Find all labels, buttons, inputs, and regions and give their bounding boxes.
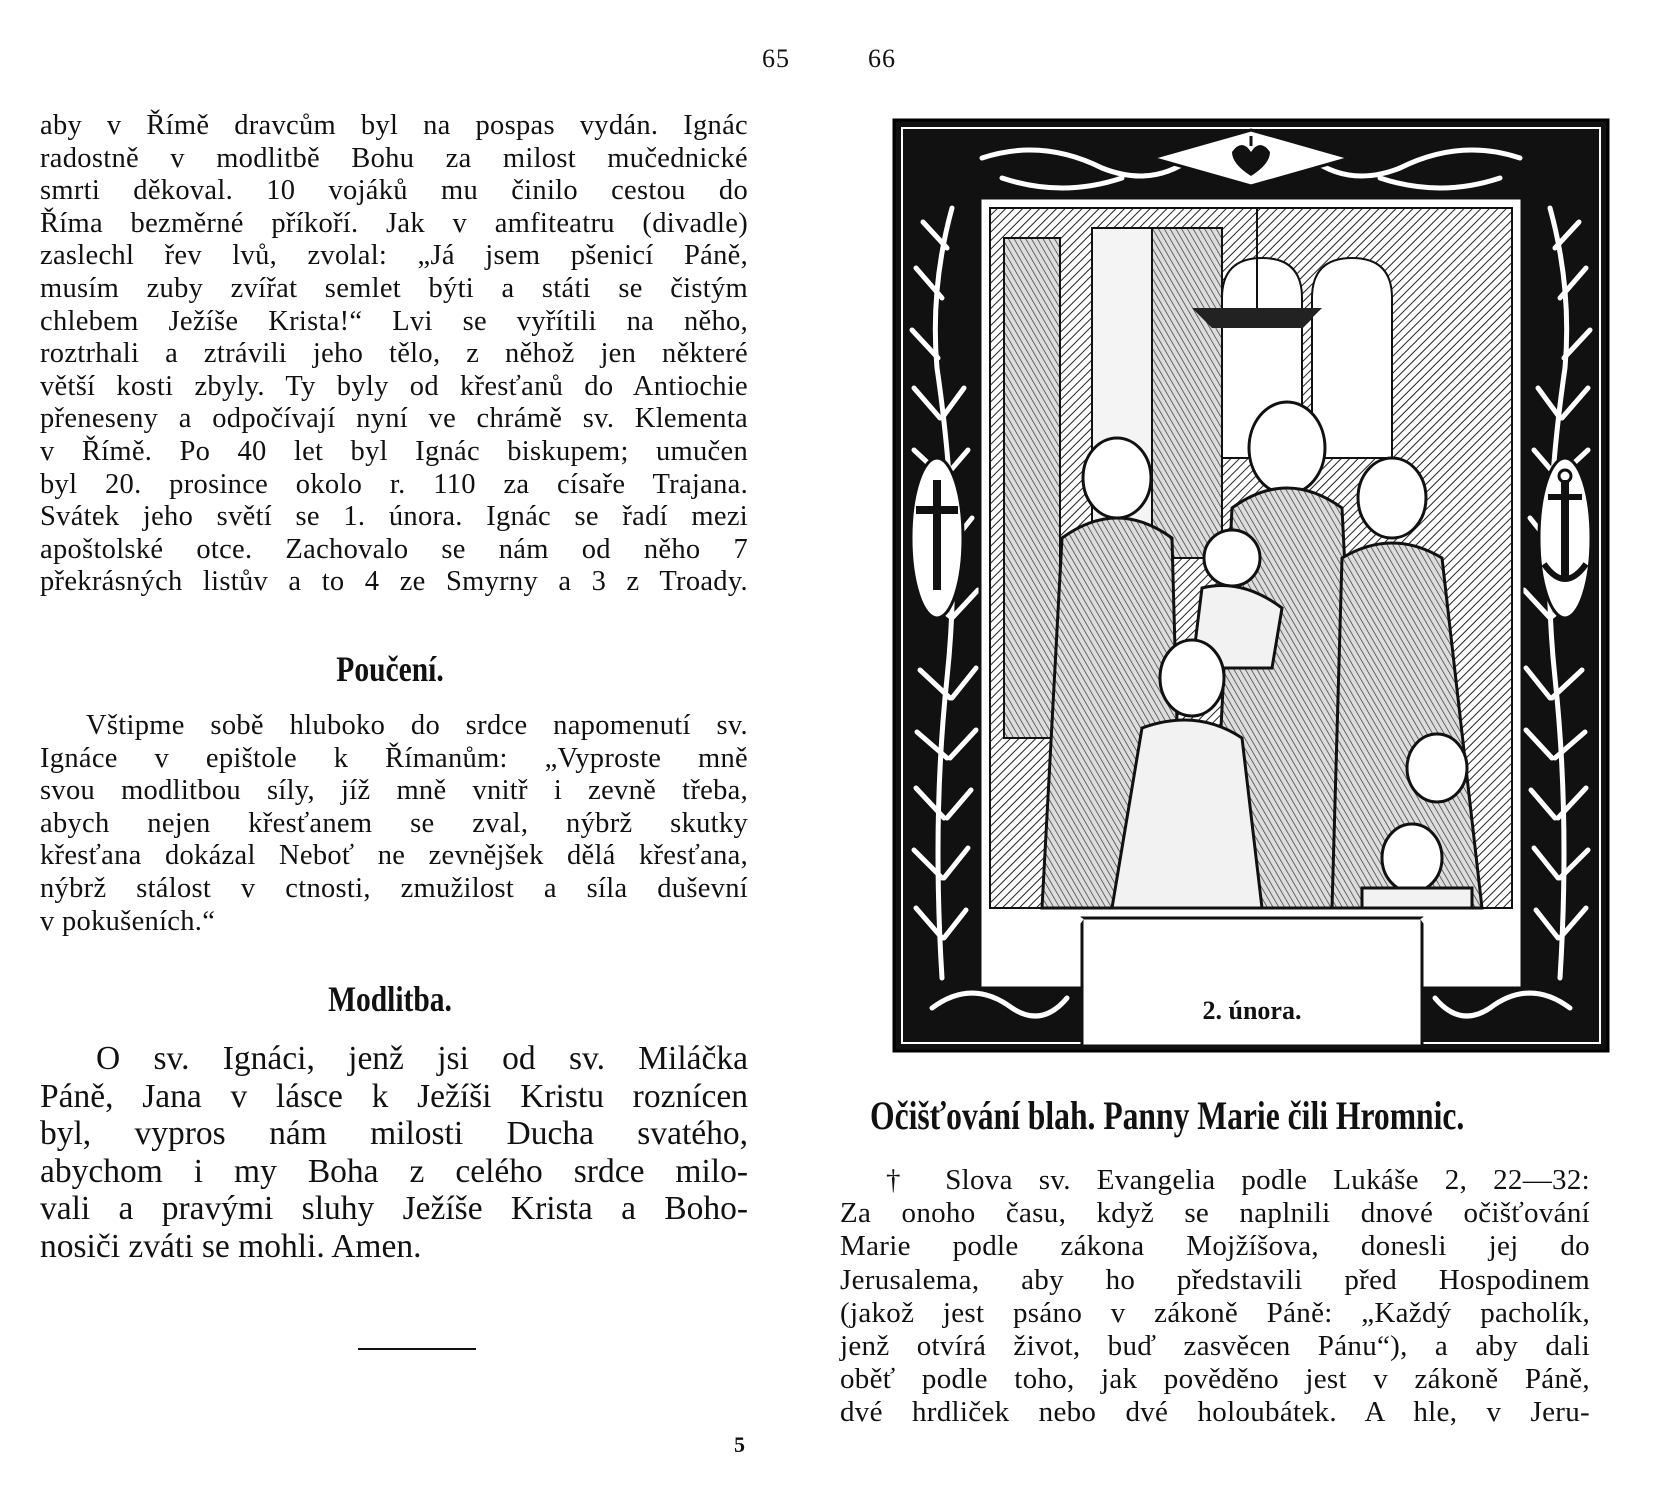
text-line: v pokušeních.“ [40,905,216,937]
text-line: chlebem Ježíše Krista!“ Lvi se vyřítili na něho, [40,305,748,337]
text-line: Marie podle zákona Mojžíšova, donesli jej do [840,1230,1590,1263]
text-line: musím zuby zvířat semlet býti a státi se čistým [40,272,748,304]
body-text-left [40,110,748,599]
signature-mark: 5 [734,1432,745,1457]
feast-title: Očišťování blah. Panny Marie čili Hromnic. [870,1093,1465,1138]
text-line: radostně v modlitbě Bohu za milost mučednické [40,142,748,174]
text-line: smrti děkoval. 10 vojáků mu činilo cestou do [40,175,748,207]
text-line: (jakož jest psáno v zákoně Páně: „Každý pacholík, [840,1296,1590,1329]
text-line: † Slova sv. Evangelia podle Lukáše 2, 22—32: [886,1164,1590,1196]
text-line: Říma bezměrné příkoří. Jak v amfiteatru (divadle) [40,207,748,239]
section-title-modlitba: Modlitba. [328,979,452,1019]
text-line: byl 20. prosince okolo r. 110 za císaře Trajana. [40,468,748,500]
text-line: v Římě. Po 40 let byl Ignác biskupem; umučen [40,435,748,467]
text-line: Páně, Jana v lásce k Ježíši Kristu roznícen [40,1077,748,1115]
text-line: jenž otvírá život, buď zasvěcen Pánu“), a aby dali [840,1330,1590,1363]
text-line: Ignáce v epištole k Římanům: „Vyproste mně [40,742,748,774]
text-line: abych nejen křesťanem se zval, nýbrž skutky [40,807,748,839]
cross-icon [911,458,963,618]
text-line: Za onoho času, když se naplnili dnové očišťování [840,1197,1590,1230]
text-line: roztrhali a ztrávili jeho tělo, z něhož jen některé [40,338,748,370]
ornamental-border-image [892,118,1610,1053]
text-line: apoštolské otce. Zachovalo se nám od něho 7 [40,533,748,565]
text-line: zaslechl řev lvů, zvolal: „Já jsem pšenicí Páně, [40,240,748,272]
pouceni-text [40,710,748,938]
text-line: abychom i my Boha z celého srdce milo- [40,1152,748,1190]
anchor-icon [1539,458,1591,618]
text-line: svou modlitbou síly, jíž mně vnitř i zevně třeba, [40,775,748,807]
figures-group [1042,402,1482,908]
text-line: byl, vypros nám milosti Ducha svatého, [40,1115,748,1152]
text-line: Vštipme sobě hluboko do srdce napomenutí sv. [86,710,748,741]
text-line: nosiči zváti se mohli. Amen. [40,1227,422,1265]
image-caption: 2. února. [1202,996,1302,1025]
page-number-right: 66 [868,44,896,73]
text-line: větší kosti zbyly. Ty byly od křesťanů do Antiochie [40,370,748,402]
section-title-pouceni: Poučení. [336,649,444,689]
text-line: překrásných listův a to 4 ze Smyrny a 3 z Troady. [40,566,748,598]
presentation-engraving-frame [892,118,1610,1053]
text-line: Svátek jeho světí se 1. února. Ignác se řadí mezi [40,501,748,533]
text-line: dvé hrdliček nebo dvé holoubátek. A hle, v Jeru- [840,1396,1590,1429]
text-line: oběť podle toho, jak pověděno jest v zákoně Páně, [840,1363,1590,1396]
body-text-right [840,1164,1590,1430]
prayer-text [40,1040,748,1265]
end-rule [358,1348,476,1350]
text-line: O sv. Ignáci, jenž jsi od sv. Miláčka [96,1040,748,1077]
text-line: nýbrž stálost v ctnosti, zmužilost a síla duševní [40,872,748,904]
page-number-left: 65 [762,44,790,73]
text-line: vali a pravými sluhy Ježíše Krista a Boho- [40,1190,748,1227]
text-line: Jerusalema, aby ho představili před Hospodinem [840,1263,1590,1296]
left-page [0,0,820,1500]
text-line: křesťana dokázal Neboť ne zevnějšek dělá křesťana, [40,840,748,872]
text-line: aby v Římě dravcům byl na pospas vydán. Ignác [40,110,748,141]
text-line: přeneseny a odpočívají nyní ve chrámě sv. Klementa [40,403,748,435]
right-page [840,0,1656,1500]
